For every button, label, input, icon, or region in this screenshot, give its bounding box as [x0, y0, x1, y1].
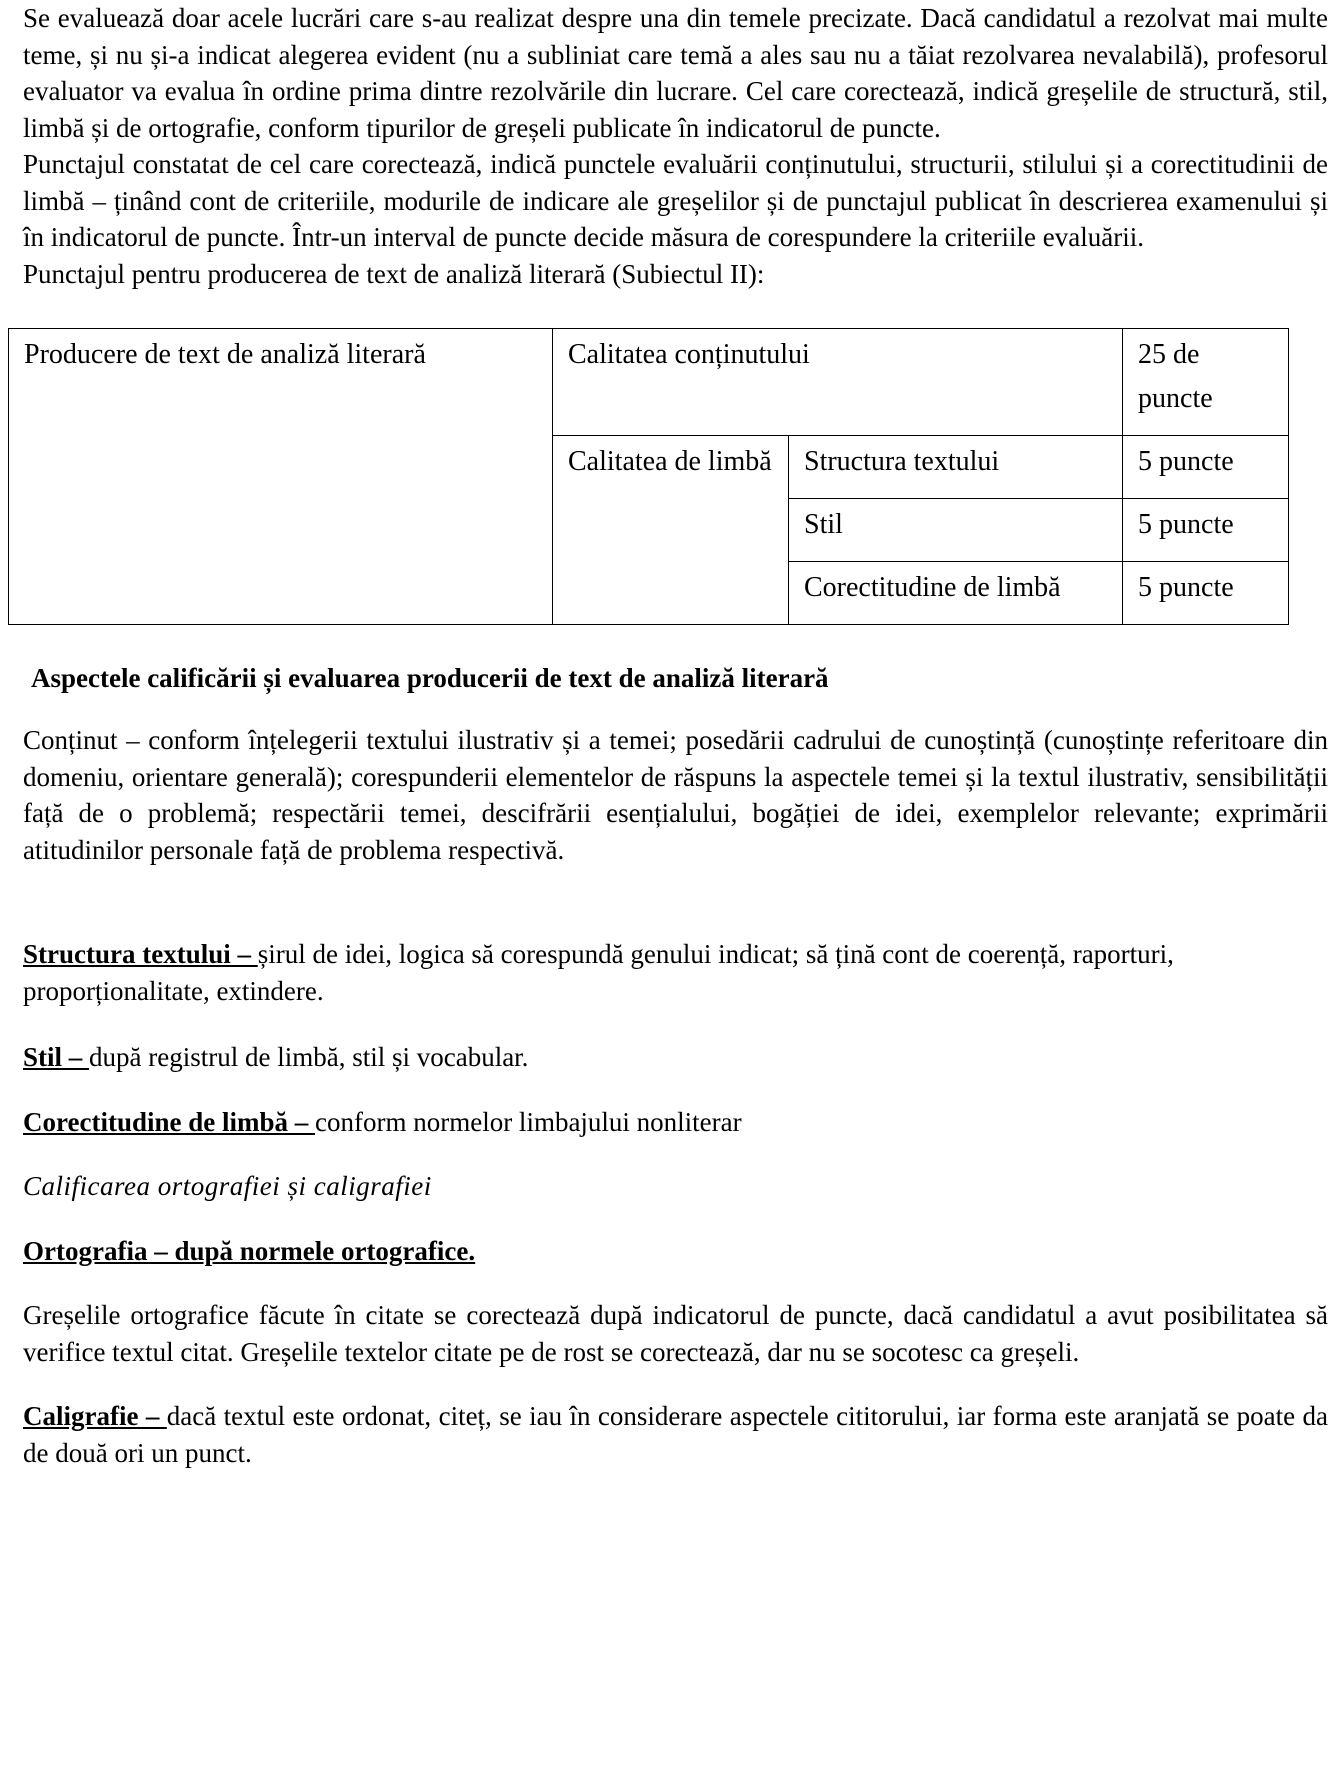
- task-cell: Producere de text de analiză literară: [9, 329, 553, 625]
- language-quality-cell: Calitatea de limbă: [553, 436, 789, 625]
- ortho-title: Ortografia – după normele ortografice.: [23, 1235, 476, 1266]
- criterion-cell: Structura textului: [789, 436, 1123, 499]
- criterion-cell: Corectitudine de limbă: [789, 562, 1123, 625]
- ortho-paragraph: Greșelile ortografice făcute în citate se corectează după indicatorul de puncte, dacă candidatul a avut posibilitatea să verifice textul citat. Greșelile textelor citate pe de rost se corectează, dar nu se socotesc ca greșeli.: [23, 1300, 1328, 1367]
- scoring-table-wrapper: [8, 328, 1328, 625]
- calig-label: Caligrafie –: [23, 1401, 167, 1431]
- points-cell: 5 puncte: [1123, 499, 1289, 562]
- structure-definition: [23, 936, 1328, 1009]
- correctness-label: Corectitudine de limbă –: [23, 1106, 315, 1137]
- content-quality-cell: Calitatea conținutului: [553, 329, 1123, 436]
- criterion-cell: Stil: [789, 499, 1123, 562]
- scoring-table: [8, 328, 1289, 625]
- calig-text: dacă textul este ordonat, citeț, se iau în considerare aspectele cititorului, iar forma este aranjată se poate da de două ori un punct.: [23, 1401, 1329, 1468]
- style-text: după registrul de limbă, stil și vocabular.: [89, 1042, 529, 1072]
- intro-paragraph-3: Punctajul pentru producerea de text de analiză literară (Subiectul II):: [23, 258, 765, 289]
- correctness-definition: [23, 1104, 1328, 1141]
- content-points-cell: 25 de puncte: [1123, 329, 1289, 436]
- style-definition: [23, 1039, 1328, 1076]
- document-page: [23, 0, 1328, 1471]
- aspects-heading: Aspectele calificării și evaluarea producerii de text de analiză literară: [31, 663, 829, 693]
- style-label: Stil –: [23, 1042, 90, 1072]
- intro-paragraph-2: Punctajul constatat de cel care corectează, indică punctele evaluării conținutului, structurii, stilului și a corectitudinii de limbă – ținând cont de criteriile, modurile de indicare ale greșelilor și de punctajul publicat în descrierea examenului și în indicatorul de puncte. Într-un interval de puncte decide măsura de corespundere la criteriile evaluării.: [23, 149, 1328, 252]
- calig-definition: [23, 1398, 1328, 1471]
- correctness-text: conform normelor limbajului nonliterar: [315, 1106, 742, 1137]
- intro-paragraph-1: Se evaluează doar acele lucrări care s-au realizat despre una din temele precizate. Dacă candidatul a rezolvat mai multe teme, și nu și-a indicat alegerea evident (nu a subliniat care temă a ales sau nu a tăiat rezolvarea nevalabilă), profesorul evaluator va evalua în ordine prima dintre rezolvările din lucrare. Cel care corectează, indică greșelile de structură, stil, limbă și de ortografie, conform tipurilor de greșeli publicate în indicatorul de puncte.: [23, 3, 1328, 143]
- table-row: [9, 329, 1289, 436]
- structure-text: șirul de idei, logica să corespundă genului indicat; să țină cont de coerență, raporturi, proporționalitate, extindere.: [23, 939, 1174, 1006]
- points-cell: 5 puncte: [1123, 436, 1289, 499]
- content-paragraph: Conținut – conform înțelegerii textului ilustrativ și a temei; posedării cadrului de cunoștință (cunoștințe referitoare din domeniu, orientare generală); corespunderii elementelor de răspuns la aspectele temei și la textul ilustrativ, sensibilității față de o problemă; respectării temei, descifrării esențialului, bogăției de idei, exemplelor relevante; exprimării atitudinilor personale față de problema respectivă.: [23, 725, 1328, 865]
- points-cell: 5 puncte: [1123, 562, 1289, 625]
- structure-label: Structura textului –: [23, 939, 258, 969]
- ortho-calig-note: Calificarea ortografiei și caligrafiei: [23, 1171, 432, 1201]
